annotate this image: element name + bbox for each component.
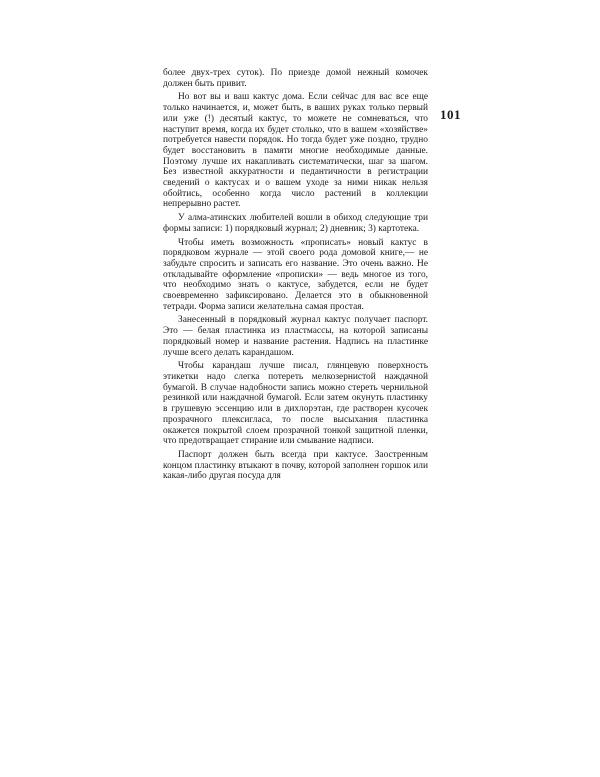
body-text (163, 68, 428, 485)
paragraph: более двух-трех суток). По приезде домой нежный комочек должен быть привит. (163, 68, 428, 89)
paragraph: Но вот вы и ваш кактус дома. Если сейчас для вас все еще только начинается, и, может быть, в ваших руках только первый или уже (!) десятый кактус, то можете не сомневаться, что наступит время, когда их будет столько, что в вашем «хозяйстве» потребуется навести порядок. Но тогда будет уже поздно, трудно будет восстановить в памяти многие необходимые данные. Поэтому лучше их накапливать систематически, шаг за шагом. Без известной аккуратности и педантичности в регистрации сведений о кактусах и о вашем уходе за ними никак нельзя обойтись, особенно когда число растений в коллекции непрерывно растет. (163, 92, 428, 210)
paragraph: Занесенный в порядковый журнал кактус получает паспорт. Это — белая пластинка из пластмассы, на которой записаны порядковый номер и название растения. Надпись на пластинке лучше всего делать карандашом. (163, 315, 428, 358)
paragraph: Паспорт должен быть всегда при кактусе. Заостренным концом пластинку втыкают в почву, которой заполнен горшок или какая-либо другая посуда для (163, 449, 428, 482)
page-number: 101 (440, 107, 461, 122)
paragraph: Чтобы иметь возможность «прописать» новый кактус в порядковом журнале — этой своего рода домовой книге,— не забудьте спросить и записать его название. Это очень важно. Не откладывайте оформление «прописки» — ведь многое из того, что необходимо знать о кактусе, забудется, если не будет своевременно зафиксировано. Делается это в обыкновенной тетради. Форма записи желательна самая простая. (163, 237, 428, 312)
paragraph: У алма-атинских любителей вошли в обиход следующие три формы записи: 1) порядковый журнал; 2) дневник; 3) картотека. (163, 213, 428, 234)
paragraph: Чтобы карандаш лучше писал, глянцевую поверхность этикетки надо слегка потереть мелкозернистой наждачной бумагой. В случае надобности запись можно стереть чернильной резинкой или наждачной бумагой. Если затем окунуть пластинку в грушевую эссенцию или в дихлорэтан, где растворен кусочек прозрачного плексигласа, то после высыхания пластинка окажется покрытой слоем прозрачной тонкой защитной пленки, что предотвращает стирание или смывание надписи. (163, 361, 428, 447)
